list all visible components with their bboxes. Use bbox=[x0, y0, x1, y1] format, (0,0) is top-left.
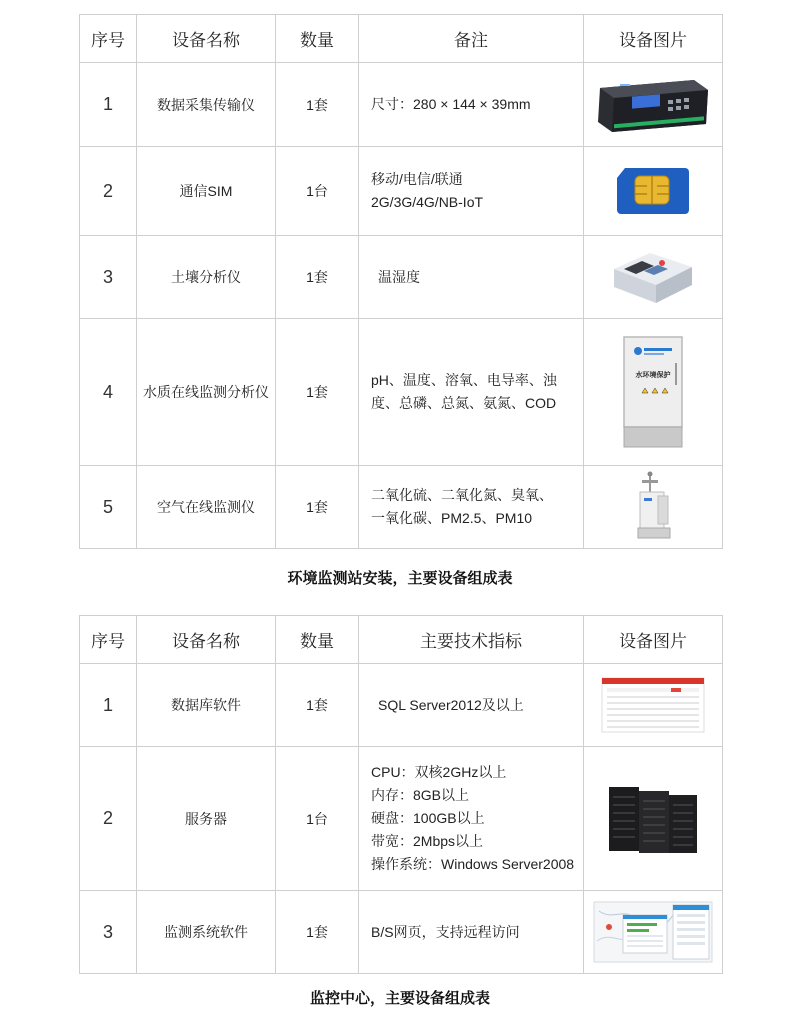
header-qty: 数量 bbox=[276, 616, 359, 664]
table-row bbox=[80, 664, 723, 747]
header-no: 序号 bbox=[80, 616, 137, 664]
device-note bbox=[359, 319, 584, 466]
header-qty: 数量 bbox=[276, 15, 359, 63]
note-line: 一氧化碳、PM2.5、PM10 bbox=[371, 510, 533, 526]
device-name: 水质在线监测分析仪 bbox=[137, 319, 276, 466]
spec-line: 操作系统：Windows Server2008 bbox=[371, 856, 575, 872]
row-number: 3 bbox=[80, 236, 137, 319]
header-image: 设备图片 bbox=[584, 616, 723, 664]
device-quantity: 1台 bbox=[276, 747, 359, 891]
table-2-caption: 监控中心，主要设备组成表 bbox=[309, 990, 490, 1007]
device-name: 通信SIM bbox=[137, 147, 276, 236]
cabinet-label: 水环境保护 bbox=[635, 371, 671, 379]
device-quantity: 1套 bbox=[276, 891, 359, 974]
row-number: 3 bbox=[80, 891, 137, 974]
header-spec: 主要技术指标 bbox=[359, 616, 584, 664]
device-image-cell bbox=[584, 147, 723, 236]
device-note bbox=[359, 147, 584, 236]
note-line: pH、温度、溶氧、电导率、浊 bbox=[371, 372, 557, 388]
device-name: 监测系统软件 bbox=[137, 891, 276, 974]
header-image: 设备图片 bbox=[584, 15, 723, 63]
row-number: 1 bbox=[80, 63, 137, 147]
spec-line: 带宽：2Mbps以上 bbox=[371, 833, 484, 849]
device-note bbox=[359, 466, 584, 549]
device-name: 土壤分析仪 bbox=[137, 236, 276, 319]
database-software-screenshot-icon bbox=[601, 677, 705, 733]
device-quantity: 1套 bbox=[276, 466, 359, 549]
row-number: 1 bbox=[80, 664, 137, 747]
device-note bbox=[359, 63, 584, 147]
row-number: 4 bbox=[80, 319, 137, 466]
device-image-cell bbox=[584, 891, 723, 974]
table-header-row bbox=[80, 616, 723, 664]
server-racks-icon bbox=[607, 783, 699, 855]
device-spec bbox=[359, 664, 584, 747]
table-row bbox=[80, 147, 723, 236]
spec-line: 内存：8GB以上 bbox=[371, 787, 470, 803]
device-image-cell bbox=[584, 466, 723, 549]
air-monitor-icon bbox=[628, 470, 678, 544]
device-image-cell bbox=[584, 236, 723, 319]
device-note bbox=[359, 236, 584, 319]
device-name: 数据库软件 bbox=[137, 664, 276, 747]
device-image-cell bbox=[584, 63, 723, 147]
header-note: 备注 bbox=[359, 15, 584, 63]
device-image-cell bbox=[584, 319, 723, 466]
device-image-cell bbox=[584, 664, 723, 747]
data-logger-device-icon bbox=[594, 74, 712, 136]
device-quantity: 1套 bbox=[276, 236, 359, 319]
note-line: 2G/3G/4G/NB-IoT bbox=[371, 194, 484, 210]
row-number: 2 bbox=[80, 747, 137, 891]
table-row bbox=[80, 236, 723, 319]
note-line: 移动/电信/联通 bbox=[371, 171, 463, 187]
row-number: 2 bbox=[80, 147, 137, 236]
table-row bbox=[80, 747, 723, 891]
spec-line: CPU：双核2GHz以上 bbox=[371, 764, 507, 780]
note-line: 尺寸：280 × 144 × 39mm bbox=[371, 96, 531, 112]
device-name: 空气在线监测仪 bbox=[137, 466, 276, 549]
note-line: 温湿度 bbox=[378, 268, 420, 285]
device-quantity: 1套 bbox=[276, 63, 359, 147]
spec-line: B/S网页，支持远程访问 bbox=[371, 923, 520, 940]
table-row bbox=[80, 466, 723, 549]
device-spec bbox=[359, 747, 584, 891]
sim-card-icon bbox=[615, 166, 691, 216]
spec-line: 硬盘：100GB以上 bbox=[371, 810, 485, 826]
device-quantity: 1套 bbox=[276, 664, 359, 747]
soil-analyzer-icon bbox=[610, 247, 696, 307]
header-name: 设备名称 bbox=[137, 15, 276, 63]
table-1-caption: 环境监测站安装，主要设备组成表 bbox=[287, 570, 513, 587]
table-row bbox=[80, 891, 723, 974]
equipment-table-2 bbox=[79, 615, 723, 974]
device-image-cell bbox=[584, 747, 723, 891]
device-spec bbox=[359, 891, 584, 974]
note-line: 度、总磷、总氮、氨氮、COD bbox=[371, 395, 557, 411]
device-quantity: 1套 bbox=[276, 319, 359, 466]
note-line: 二氧化硫、二氧化氮、臭氧、 bbox=[371, 487, 553, 503]
device-quantity: 1台 bbox=[276, 147, 359, 236]
table-header-row bbox=[80, 15, 723, 63]
water-quality-cabinet-icon bbox=[618, 333, 688, 451]
row-number: 5 bbox=[80, 466, 137, 549]
spec-line: SQL Server2012及以上 bbox=[378, 696, 524, 713]
header-no: 序号 bbox=[80, 15, 137, 63]
monitoring-software-screenshot-icon bbox=[593, 901, 713, 963]
device-name: 数据采集传输仪 bbox=[137, 63, 276, 147]
header-name: 设备名称 bbox=[137, 616, 276, 664]
table-row bbox=[80, 63, 723, 147]
device-name: 服务器 bbox=[137, 747, 276, 891]
table-row bbox=[80, 319, 723, 466]
equipment-table-1 bbox=[79, 14, 723, 549]
